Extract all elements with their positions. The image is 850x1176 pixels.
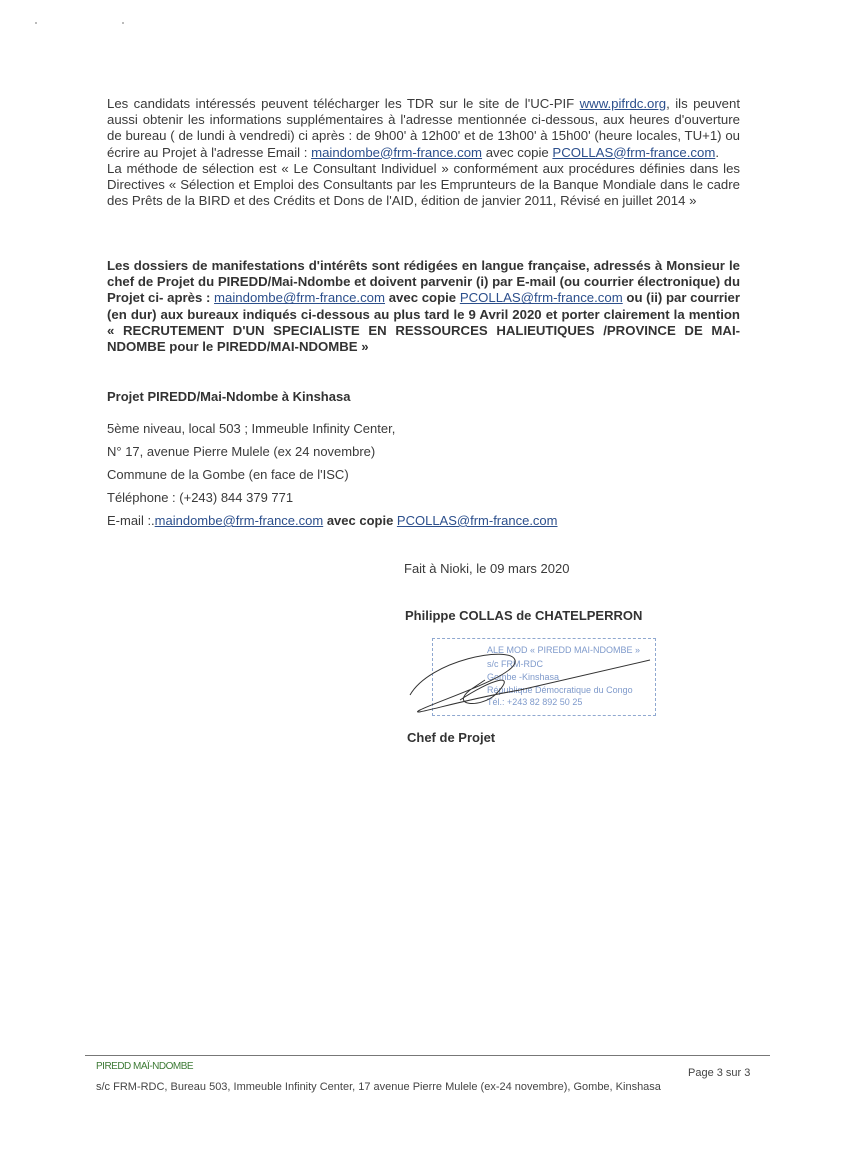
text: avec copie (482, 144, 553, 160)
page-number: Page 3 sur 3 (688, 1067, 751, 1079)
footer-divider (85, 1055, 770, 1056)
footer-address: s/c FRM-RDC, Bureau 503, Immeuble Infinity Center, 17 avenue Pierre Mulele (ex-24 novembre), Gombe, Kinshasa (96, 1081, 661, 1093)
copy-email-link[interactable]: PCOLLAS@frm-france.com (396, 513, 558, 528)
stamp-line: République Démocratique du Congo (487, 685, 633, 695)
footer-brand: PIREDD MAÏ-NDOMBE (96, 1061, 194, 1072)
signatory-title: Chef de Projet (407, 730, 496, 745)
paragraph-selection-method: La méthode de sélection est « Le Consultant Individuel » conformément aux procédures définies dans les Directives « Sélection et Emploi des Consultants par les Emprunteurs de la Banque Mondiale dans le cadre des Prêts de la BIRD et des Crédits et Dons de l'AID, édition de janvier 2011, Révisé en juillet 2014 » (107, 161, 740, 209)
text: Les candidats intéressés peuvent télécharger les TDR sur le site de l'UC-PIF (107, 96, 580, 111)
label: avec copie (323, 513, 397, 528)
copy-email-link[interactable]: PCOLLAS@frm-france.com (552, 144, 716, 160)
site-link[interactable]: www.pifrdc.org (579, 96, 667, 111)
text: , ils peuvent aussi obtenir les informations supplémentaires à l'adresse mentionnée ci-dessous, aux heures d'ouverture de bureau ( de lundi à vendredi) ci après : de 9h00' à 12h00' et de 13h00' à 15h00' (heure locales, TU+1) ou écrire au Projet à l'adresse Email : (107, 96, 741, 160)
address-email (107, 513, 558, 528)
copy-email-link[interactable]: PCOLLAS@frm-france.com (459, 290, 623, 306)
text: Les dossiers de manifestations d'intérêts sont rédigées en langue française, adressés à Monsieur le chef de Projet du PIREDD/Mai-Ndombe et doivent parvenir (i) par E-mail (ou courrier électronique) du Projet ci- après : (107, 258, 740, 306)
address-heading: Projet PIREDD/Mai-Ndombe à Kinshasa (107, 389, 351, 404)
stamp-line: Gombe -Kinshasa (487, 672, 560, 682)
email-link[interactable]: maindombe@frm-france.com (214, 290, 386, 306)
email-link[interactable]: maindombe@frm-france.com (311, 144, 483, 160)
signatory-name: Philippe COLLAS de CHATELPERRON (405, 608, 643, 623)
stamp-line: s/c FRM-RDC (487, 659, 543, 669)
place-date: Fait à Nioki, le 09 mars 2020 (404, 561, 570, 576)
stamp-line: Tél.: +243 82 892 50 25 (487, 697, 583, 707)
stamp-line: ALE MOD « PIREDD MAI-NDOMBE » (487, 645, 641, 655)
handwritten-signature (400, 640, 680, 720)
paragraph-download-info (107, 96, 740, 161)
address-phone: Téléphone : (+243) 844 379 771 (107, 490, 294, 505)
email-link[interactable]: maindombe@frm-france.com (154, 513, 324, 528)
scan-speck (122, 22, 124, 24)
text: avec copie (385, 290, 460, 306)
text: . (715, 144, 719, 160)
address-line: N° 17, avenue Pierre Mulele (ex 24 novembre) (107, 444, 376, 459)
address-line: 5ème niveau, local 503 ; Immeuble Infinity Center, (107, 421, 396, 436)
scan-speck (35, 22, 37, 24)
label: E-mail :. (107, 513, 155, 528)
address-line: Commune de la Gombe (en face de l'ISC) (107, 467, 349, 482)
paragraph-submission (107, 258, 740, 355)
text: ou (ii) par courrier (en dur) aux bureaux indiqués ci-dessous au plus tard le 9 Avril 2020 et porter clairement la mention « RECRUTEMENT D'UN SPECIALISTE EN RESSOURCES HALIEUTIQUES /PROVINCE DE MAI-NDOMBE pour le PIREDD/MAI-NDOMBE » (107, 290, 740, 355)
